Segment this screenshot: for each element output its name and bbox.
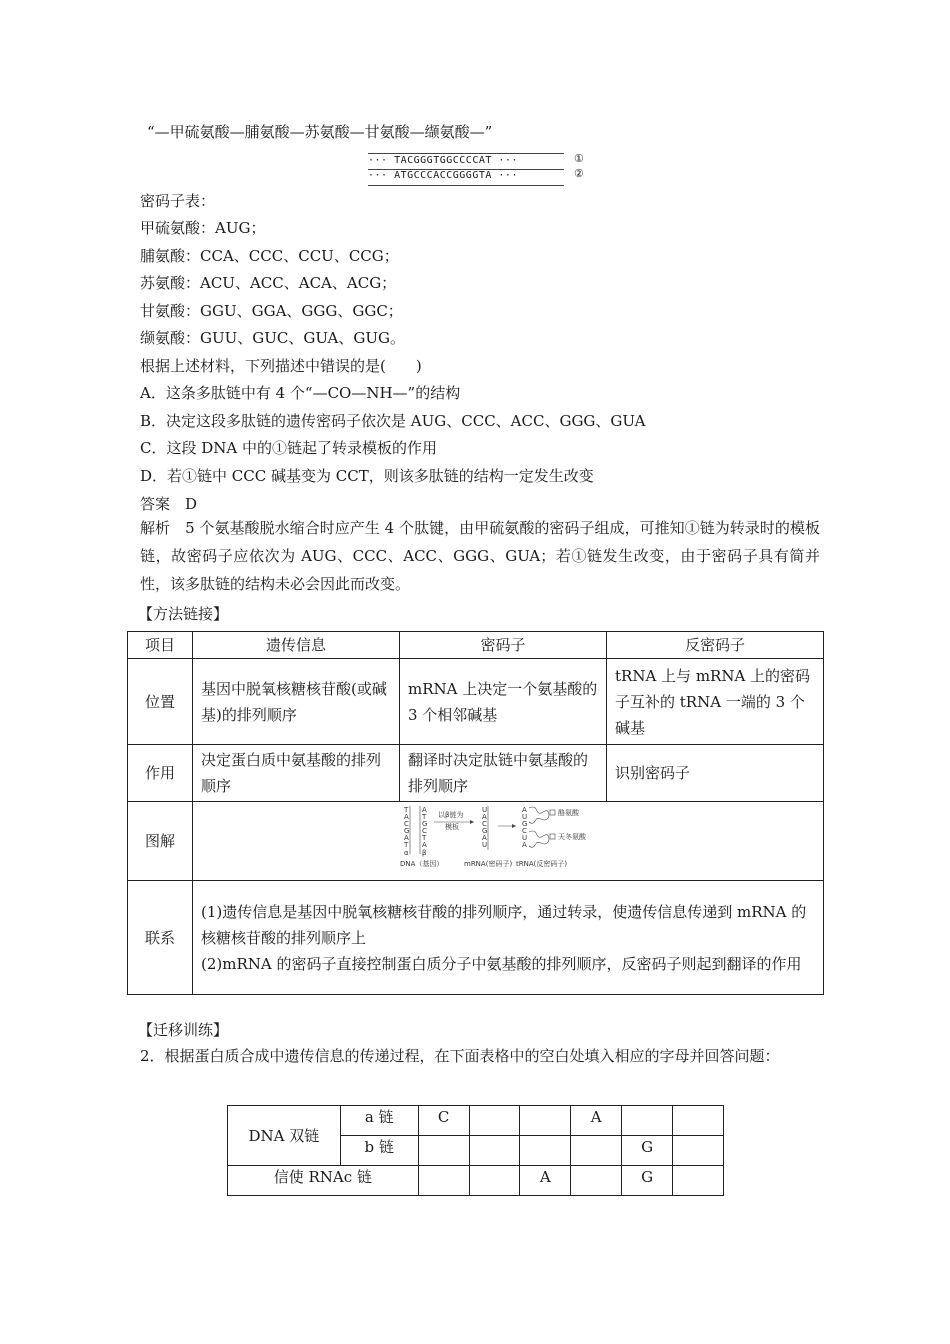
codon-line: 缬氨酸：GUU、GUC、GUA、GUG。 [140,329,405,347]
mrna-bases [482,806,487,849]
codon-line: 甲硫氨酸：AUG； [140,219,266,237]
row-label: DNA 双链 [228,1106,341,1166]
transfer-heading: 【迁移训练】 [138,1021,229,1039]
diagram-cell [193,802,824,881]
svg-text:G: G [522,820,528,828]
option-a: A．这条多肽链中有 4 个“—CO—NH—”的结构 [140,384,461,402]
table-cell[interactable] [673,1136,724,1166]
dna-strand-1: ··· TACGGGTGGCCCCAT ··· [368,155,518,166]
codon-table-title: 密码子表： [140,192,216,210]
trna-bases [522,806,527,849]
header-cell: 密码子 [400,632,607,659]
amino-acid-1: 酪氨酸 [558,809,579,817]
table-row [228,1166,724,1196]
amino-acid-2: 天冬氨酸 [558,833,586,841]
option-b: B．决定这段多肽链的遗传密码子依次是 AUG、CCC、ACC、GGG、GUA [140,412,646,430]
table-cell: 识别密码子 [607,745,824,802]
svg-text:G: G [404,827,410,835]
strand-2-mark: ② [574,167,584,180]
table-cell: mRNA 上决定一个氨基酸的 3 个相邻碱基 [400,659,607,745]
codon-line: 甘氨酸：GGU、GGA、GGG、GGC； [140,302,403,320]
relation-cell [193,881,824,995]
transcription-diagram [398,802,618,872]
svg-text:C: C [522,827,527,835]
transfer-question: 2．根据蛋白质合成中遗传信息的传递过程，在下面表格中的空白处填入相应的字母并回答问题： [140,1047,780,1065]
svg-text:T: T [422,813,427,821]
table-cell[interactable]: C [418,1106,469,1136]
row-label: 图解 [128,802,193,881]
svg-text:T: T [422,834,427,842]
table-cell[interactable] [469,1136,520,1166]
peptide-chain: “—甲硫氨酸—脯氨酸—苏氨酸—甘氨酸—缬氨酸—” [147,123,493,141]
svg-text:A: A [422,806,427,814]
option-d: D．若①链中 CCC 碱基变为 CCT，则该多肽链的结构一定发生改变 [140,467,594,485]
table-cell: tRNA 上与 mRNA 上的密码子互补的 tRNA 一端的 3 个碱基 [607,659,824,745]
svg-text:U: U [482,806,488,814]
codon-line: 苏氨酸：ACU、ACC、ACA、ACG； [140,274,397,292]
svg-text:U: U [482,841,488,849]
option-c: C．这段 DNA 中的①链起了转录模板的作用 [140,439,437,457]
table-cell[interactable] [622,1106,673,1136]
table-cell[interactable] [673,1106,724,1136]
dna-fill-table [227,1105,724,1196]
table-cell[interactable] [571,1136,622,1166]
dna-col-2 [421,806,427,857]
table-cell[interactable]: A [520,1166,571,1196]
method-table [127,631,824,995]
svg-text:C: C [404,820,409,828]
svg-text:β: β [422,849,427,857]
caption-mrna: mRNA(密码子) [464,860,513,868]
table-cell[interactable] [469,1106,520,1136]
svg-text:C: C [422,827,427,835]
svg-text:C: C [482,820,487,828]
svg-text:G: G [422,820,428,828]
svg-text:T: T [404,806,409,814]
caption-dna: DNA（基因） [400,860,444,868]
strand-1-mark: ① [574,152,584,165]
dna-col-1 [403,806,409,857]
table-cell: 基因中脱氧核糖核苷酸(或碱基)的排列顺序 [193,659,400,745]
caption-trna: tRNA(反密码子) [516,860,568,868]
table-cell[interactable] [418,1166,469,1196]
table-header-row [128,632,824,659]
table-cell[interactable] [520,1136,571,1166]
svg-text:U: U [522,834,528,842]
answer: 答案 D [140,495,198,513]
header-cell: 反密码子 [607,632,824,659]
row-label: 作用 [128,745,193,802]
template-label: 以β链为 [438,811,464,819]
dna-double-strand [368,150,584,181]
method-heading: 【方法链接】 [138,605,229,623]
table-cell[interactable]: G [622,1166,673,1196]
svg-text:A: A [422,841,427,849]
dna-strand-2: ··· ATGCCCACCGGGGTA ··· [368,170,518,181]
table-row [128,745,824,802]
table-cell[interactable] [418,1136,469,1166]
svg-text:U: U [522,813,528,821]
svg-text:G: G [482,827,488,835]
svg-text:A: A [482,813,487,821]
table-cell[interactable]: A [571,1106,622,1136]
row-label: 联系 [128,881,193,995]
table-row [228,1106,724,1136]
codon-line: 脯氨酸：CCA、CCC、CCU、CCG； [140,247,399,265]
header-cell: 遗传信息 [193,632,400,659]
table-cell[interactable] [469,1166,520,1196]
row-label: 信使 RNAc 链 [228,1166,419,1196]
question-stem: 根据上述材料，下列描述中错误的是( ) [140,357,422,375]
table-row [128,802,824,881]
template-label-2: 模板 [445,823,459,831]
table-cell[interactable]: G [622,1136,673,1166]
table-cell[interactable] [673,1166,724,1196]
relation-item: (2)mRNA 的密码子直接控制蛋白质分子中氨基酸的排列顺序，反密码子则起到翻译的作用 [201,954,802,973]
table-cell[interactable] [520,1106,571,1136]
row-label: b 链 [340,1136,418,1166]
analysis: 解析 5 个氨基酸脱水缩合时应产生 4 个肽键，由甲硫氨酸的密码子组成，可推知①链为转录时的模板链，故密码子应依次为 AUG、CCC、ACC、GGG、GUA；若①链发生改变，由于密码子具有简并性，该多肽链的结构未必会因此而改变。 [140,519,820,593]
svg-text:T: T [404,841,409,849]
row-label: 位置 [128,659,193,745]
header-cell: 项目 [128,632,193,659]
table-row [128,659,824,745]
table-row [128,881,824,995]
table-cell: 决定蛋白质中氨基酸的排列顺序 [193,745,400,802]
svg-text:α: α [404,849,409,857]
svg-text:A: A [482,834,487,842]
row-label: a 链 [340,1106,418,1136]
table-cell: 翻译时决定肽链中氨基酸的排列顺序 [400,745,607,802]
svg-text:A: A [404,834,409,842]
svg-text:A: A [522,806,527,814]
svg-text:A: A [522,841,527,849]
svg-text:A: A [404,813,409,821]
relation-item: (1)遗传信息是基因中脱氧核糖核苷酸的排列顺序，通过转录，使遗传信息传递到 mRNA 的核糖核苷酸的排列顺序上 [201,902,807,947]
table-cell[interactable] [571,1166,622,1196]
